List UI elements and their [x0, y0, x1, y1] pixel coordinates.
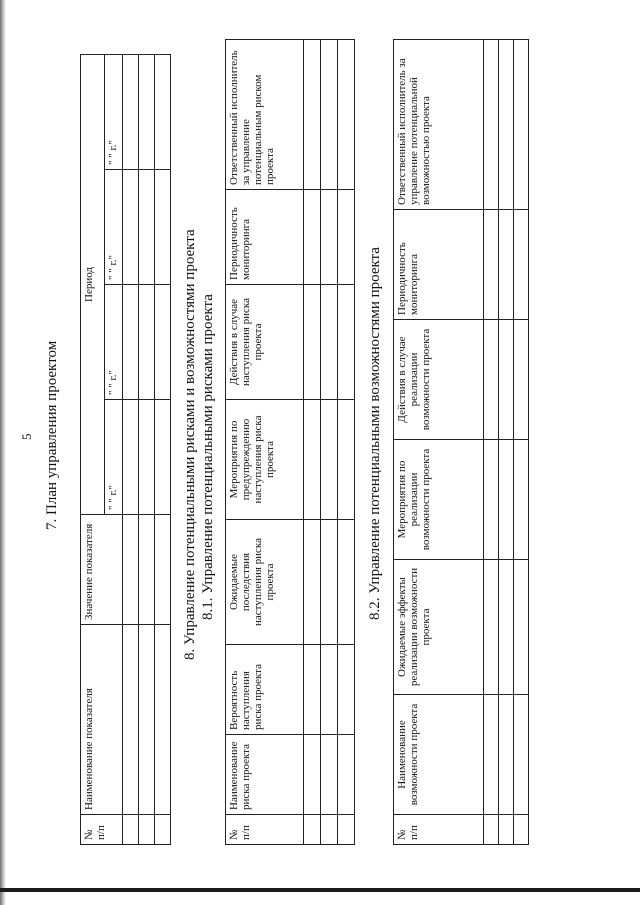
table-cell: [321, 190, 338, 285]
risk-header-monitoring: Периодичность мониторинга: [226, 190, 304, 285]
page-number: 5: [19, 433, 34, 440]
table-cell: [155, 815, 171, 845]
table-cell: [484, 440, 499, 560]
header-date-3: " " г.": [105, 170, 123, 285]
table-cell: [123, 55, 139, 170]
table-row: [304, 40, 321, 845]
table-cell: [338, 40, 355, 190]
header-period: Период: [81, 55, 105, 515]
header-date-4: " " г.": [105, 55, 123, 170]
opportunity-header-responsible: Ответственный исполнитель за управление потенциальной возможностью проекта: [394, 40, 484, 210]
table-cell: [499, 40, 514, 210]
header-num: № п/п: [81, 815, 123, 845]
table-cell: [123, 285, 139, 400]
table-cell: [514, 695, 529, 815]
table-cell: [304, 285, 321, 400]
table-cell: [484, 815, 499, 845]
table-cell: [304, 735, 321, 815]
table-cell: [338, 190, 355, 285]
table-row: [139, 55, 155, 845]
table-cell: [123, 170, 139, 285]
table-cell: [155, 170, 171, 285]
table-cell: [304, 400, 321, 520]
table-row: [321, 40, 338, 845]
table-cell: [123, 400, 139, 515]
table-cell: [514, 40, 529, 210]
section-7-title: 7. План управления проектом: [44, 340, 60, 530]
table-7-wrapper: [80, 54, 171, 845]
table-cell: [139, 285, 155, 400]
section-8-title: 8. Управление потенциальными рисками и возможностями проекта: [182, 229, 198, 660]
risk-header-prevention: Мероприятия по предупреждению наступления риска проекта: [226, 400, 304, 520]
table-cell: [499, 560, 514, 695]
risk-header-name: Наименование риска проекта: [226, 735, 304, 815]
table-cell: [484, 695, 499, 815]
header-date-2: " " г.": [105, 285, 123, 400]
table-cell: [139, 625, 155, 815]
table-cell: [338, 735, 355, 815]
opportunity-header-name: Наименование возможности проекта: [394, 695, 484, 815]
section-8-2-title: 8.2. Управление потенциальными возможностями проекта: [367, 247, 383, 620]
table-cell: [155, 285, 171, 400]
table-cell: [321, 815, 338, 845]
header-date-1: " " г.": [105, 400, 123, 515]
opportunity-header-monitoring: Периодичность мониторинга: [394, 210, 484, 320]
opportunity-header-actions: Действия в случае реализации возможности проекта: [394, 320, 484, 440]
scan-edge-shadow: [0, 0, 6, 905]
table-cell: [139, 400, 155, 515]
section-8-1-title: 8.1. Управление потенциальными рисками проекта: [200, 294, 216, 620]
table-cell: [514, 560, 529, 695]
table-row: [338, 40, 355, 845]
table-row: [155, 55, 171, 845]
table-cell: [304, 40, 321, 190]
risk-header-consequences: Ожидаемые последствия наступления риска проекта: [226, 520, 304, 645]
table-cell: [499, 440, 514, 560]
risk-header-responsible: Ответственный исполнитель за управление потенциальным риском проекта: [226, 40, 304, 190]
table-cell: [499, 210, 514, 320]
table-8-1-wrapper: [225, 39, 355, 845]
table-cell: [514, 815, 529, 845]
table-cell: [514, 210, 529, 320]
scan-bottom-border: [0, 888, 640, 892]
risk-header-num: № п/п: [226, 815, 304, 845]
table-cell: [514, 320, 529, 440]
table-cell: [484, 40, 499, 210]
table-cell: [139, 515, 155, 625]
table-cell: [155, 625, 171, 815]
table-cell: [139, 170, 155, 285]
table-cell: [304, 645, 321, 735]
risk-header-probability: Вероятность наступления риска проекта: [226, 645, 304, 735]
table-cell: [155, 400, 171, 515]
table-cell: [338, 645, 355, 735]
table-cell: [321, 645, 338, 735]
table-cell: [484, 560, 499, 695]
table-cell: [338, 285, 355, 400]
table-row: [484, 40, 499, 845]
opportunity-management-table: [393, 39, 529, 845]
table-cell: [484, 210, 499, 320]
table-cell: [155, 515, 171, 625]
table-cell: [338, 400, 355, 520]
table-cell: [304, 190, 321, 285]
opportunity-header-measures: Мероприятия по реализации возможности проекта: [394, 440, 484, 560]
risk-management-table: [225, 39, 355, 845]
table-cell: [304, 520, 321, 645]
table-cell: [139, 815, 155, 845]
table-cell: [499, 320, 514, 440]
table-cell: [484, 320, 499, 440]
table-cell: [123, 625, 139, 815]
opportunity-header-effects: Ожидаемые эффекты реализации возможности проекта: [394, 560, 484, 695]
table-cell: [123, 515, 139, 625]
opportunity-header-num: № п/п: [394, 815, 484, 845]
table-cell: [499, 695, 514, 815]
table-row: [499, 40, 514, 845]
table-row: [514, 40, 529, 845]
header-indicator-name: Наименование показателя: [81, 625, 123, 815]
risk-header-actions: Действия в случае наступления риска проекта: [226, 285, 304, 400]
header-indicator-value: Значение показателя: [81, 515, 123, 625]
table-cell: [123, 815, 139, 845]
table-row: [123, 55, 139, 845]
table-cell: [304, 815, 321, 845]
table-cell: [499, 815, 514, 845]
table-cell: [155, 55, 171, 170]
project-plan-table: [80, 54, 171, 845]
table-cell: [321, 40, 338, 190]
table-cell: [514, 440, 529, 560]
table-cell: [338, 520, 355, 645]
table-cell: [321, 735, 338, 815]
table-cell: [321, 285, 338, 400]
table-cell: [321, 400, 338, 520]
table-cell: [139, 55, 155, 170]
table-cell: [338, 815, 355, 845]
table-8-2-wrapper: [393, 39, 529, 845]
table-cell: [321, 520, 338, 645]
